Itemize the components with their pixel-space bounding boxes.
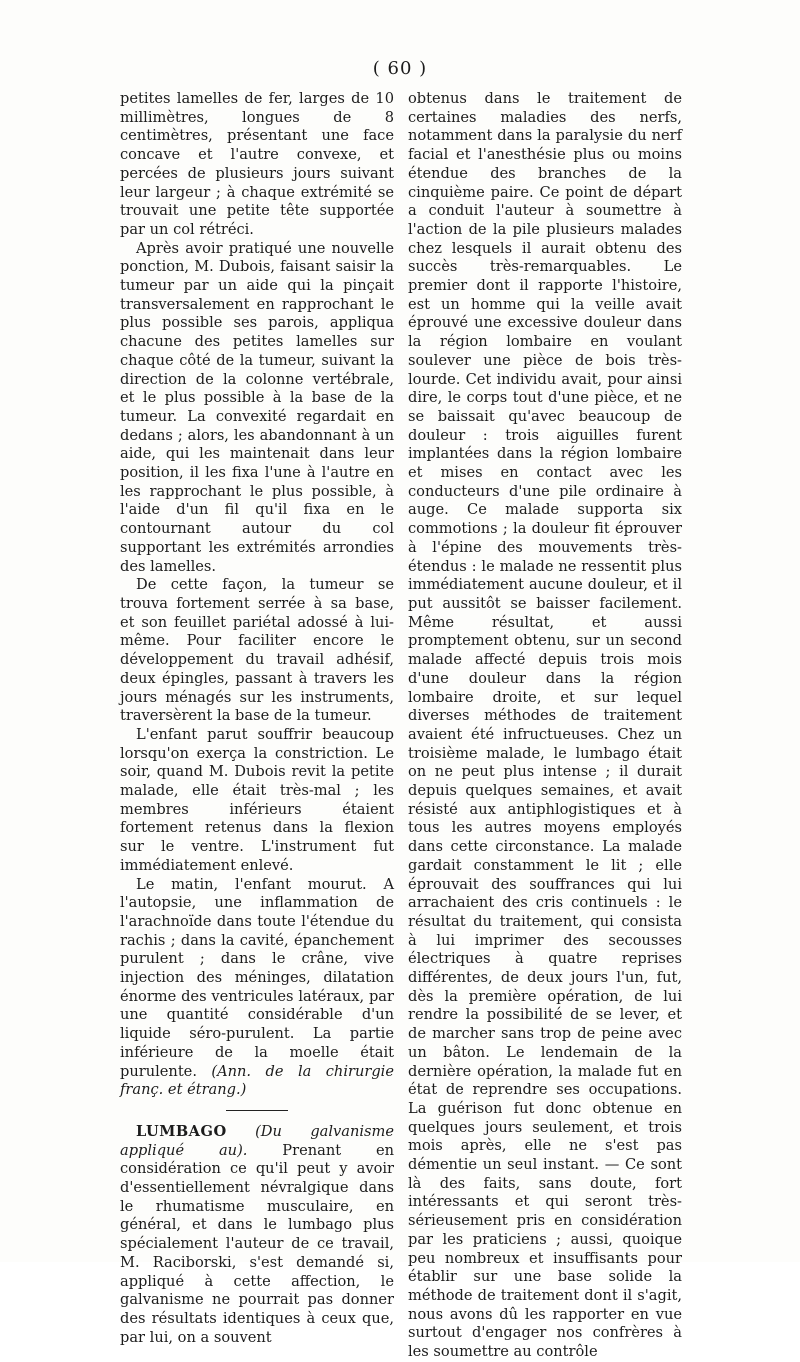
section-divider: [226, 1110, 288, 1111]
paragraph-lumbago-continued: obtenus dans le traitement de certaines maladies des nerfs, notamment dans la paralysie du nerf facial et l'anesthésie plus ou moins étendue des branches de la cinquième paire. Ce point de départ a conduit l'auteur à soumettre à l'action de la pile plusieurs malades chez lesquels il aurait obtenu des succès très-remarquables. Le premier dont il rapporte l'histoire, est un homme qui la veille avait éprouvé une excessive douleur dans la région lombaire en voulant soulever une pièce de bois très-lourde. Cet individu avait, pour ainsi dire, le corps tout d'une pièce, et ne se baissait qu'avec beaucoup de douleur : trois aiguilles furent implantées dans la région lombaire et mises en contact avec les conducteurs d'une pile ordinaire à auge. Ce malade supporta six commotions ; la douleur fit éprouver à l'épine des mouvements très-étendus : le malade ne ressentit plus immédiatement aucune douleur, et il put aussitôt se baisser facilement. Même résultat, et aussi promptement obtenu, sur un second malade affecté depuis trois mois d'une douleur dans la région lombaire droite, et sur lequel diverses méthodes de traitement avaient été infructueuses. Chez un troisième malade, le lumbago était on ne peut plus intense ; il durait depuis quelques semaines, et avait résisté aux antiphlogistiques et à tous les autres moyens employés dans cette circonstance. La malade gardait constamment le lit ; elle éprouvait des souffrances qui lui arrachaient des cris continuels : le résultat du traitement, qui consista à lui imprimer des secousses électriques à quatre reprises différentes, de deux jours l'un, fut, dès la première opération, de lui rendre la possibilité de se lever, et de marcher sans trop de peine avec un bâton. Le lendemain de la dernière opération, la malade fut en état de reprendre ses occupations. La guérison fut donc obtenue en quelques jours seulement, et trois mois après, elle ne s'est pas démentie un seul instant. — Ce sont là des faits, sans doute, fort intéressants et qui seront très-sérieusement pris en considération par les praticiens ; aussi, quoique peu nombreux et insuffisants pour établir sur une base solide la méthode de traitement dont il s'agit, nous avons dû les rapporter en vue surtout d'engager nos confrères à les soumettre au contrôle: [408, 90, 682, 1361]
lumbago-text: Prenant en considération ce qu'il peut y avoir d'essentiellement névralgique dans le rhumatisme musculaire, en général, et dans le lumbago plus spécialement l'auteur de ce travail, M. Raciborski, s'est demandé si, appliqué à cette affection, le galvanisme ne pourrait pas donner des résultats identiques à ceux que, par lui, on a souvent: [120, 1141, 395, 1346]
page-number: ( 60 ): [372, 58, 428, 79]
source-citation: (Ann. de la chirurgie franç. et étrang.): [120, 1062, 394, 1099]
autopsy-text: Le matin, l'enfant mourut. A l'autopsie, une inflammation de l'arachnoïde dans toute l'étendue du rachis ; dans la cavité, épanchement purulent ; dans le crâne, vive injection des méninges, dilatation énorme des ventricules latéraux, par une quantité considérable d'un liquide séro-purulent. La partie inférieure de la moelle était purulente.: [120, 875, 394, 1080]
lumbago-subtitle: (Du galvanisme appliqué au).: [120, 1122, 395, 1159]
paragraph-constriction: De cette façon, la tumeur se trouva fortement serrée à sa base, et son feuillet pariétal adossé à lui-même. Pour faciliter encore le développement du travail adhésif, deux épingles, passant à travers les jours ménagés sur les instruments, traversèrent la base de la tumeur.: [120, 576, 394, 725]
paragraph-autopsy: [120, 876, 394, 1100]
right-column: [408, 90, 682, 1362]
paragraph-continued: petites lamelles de fer, larges de 10 millimètres, longues de 8 centimètres, présentant une face concave et l'autre convexe, et percées de plusieurs jours suivant leur largeur ; à chaque extrémité se trouvait une petite tête supportée par un col rétréci.: [120, 90, 394, 238]
paragraph-lumbago: [120, 1123, 394, 1347]
lumbago-heading: LUMBAGO: [136, 1122, 227, 1140]
left-column: [120, 90, 394, 1347]
paragraph-child-suffering: L'enfant parut souffrir beaucoup lorsqu'on exerça la constriction. Le soir, quand M. Dubois revit la petite malade, elle était très-mal ; les membres inférieurs étaient fortement retenus dans la flexion sur le ventre. L'instrument fut immédiatement enlevé.: [120, 725, 394, 874]
paragraph-procedure: Après avoir pratiqué une nouvelle ponction, M. Dubois, faisant saisir la tumeur par un aide qui la pinçait transversalement en rapprochant le plus possible ses parois, appliqua chacune des petites lamelles sur chaque côté de la tumeur, suivant la direction de la colonne vertébrale, et le plus possible à la base de la tumeur. La convexité regardait en dedans ; alors, les abandonnant à un aide, qui les maintenait dans leur position, il les fixa l'une à l'autre en les rapprochant le plus possible, à l'aide d'un fil qu'il fixa en le contournant autour du col supportant les extrémités arrondies des lamelles.: [120, 239, 394, 575]
